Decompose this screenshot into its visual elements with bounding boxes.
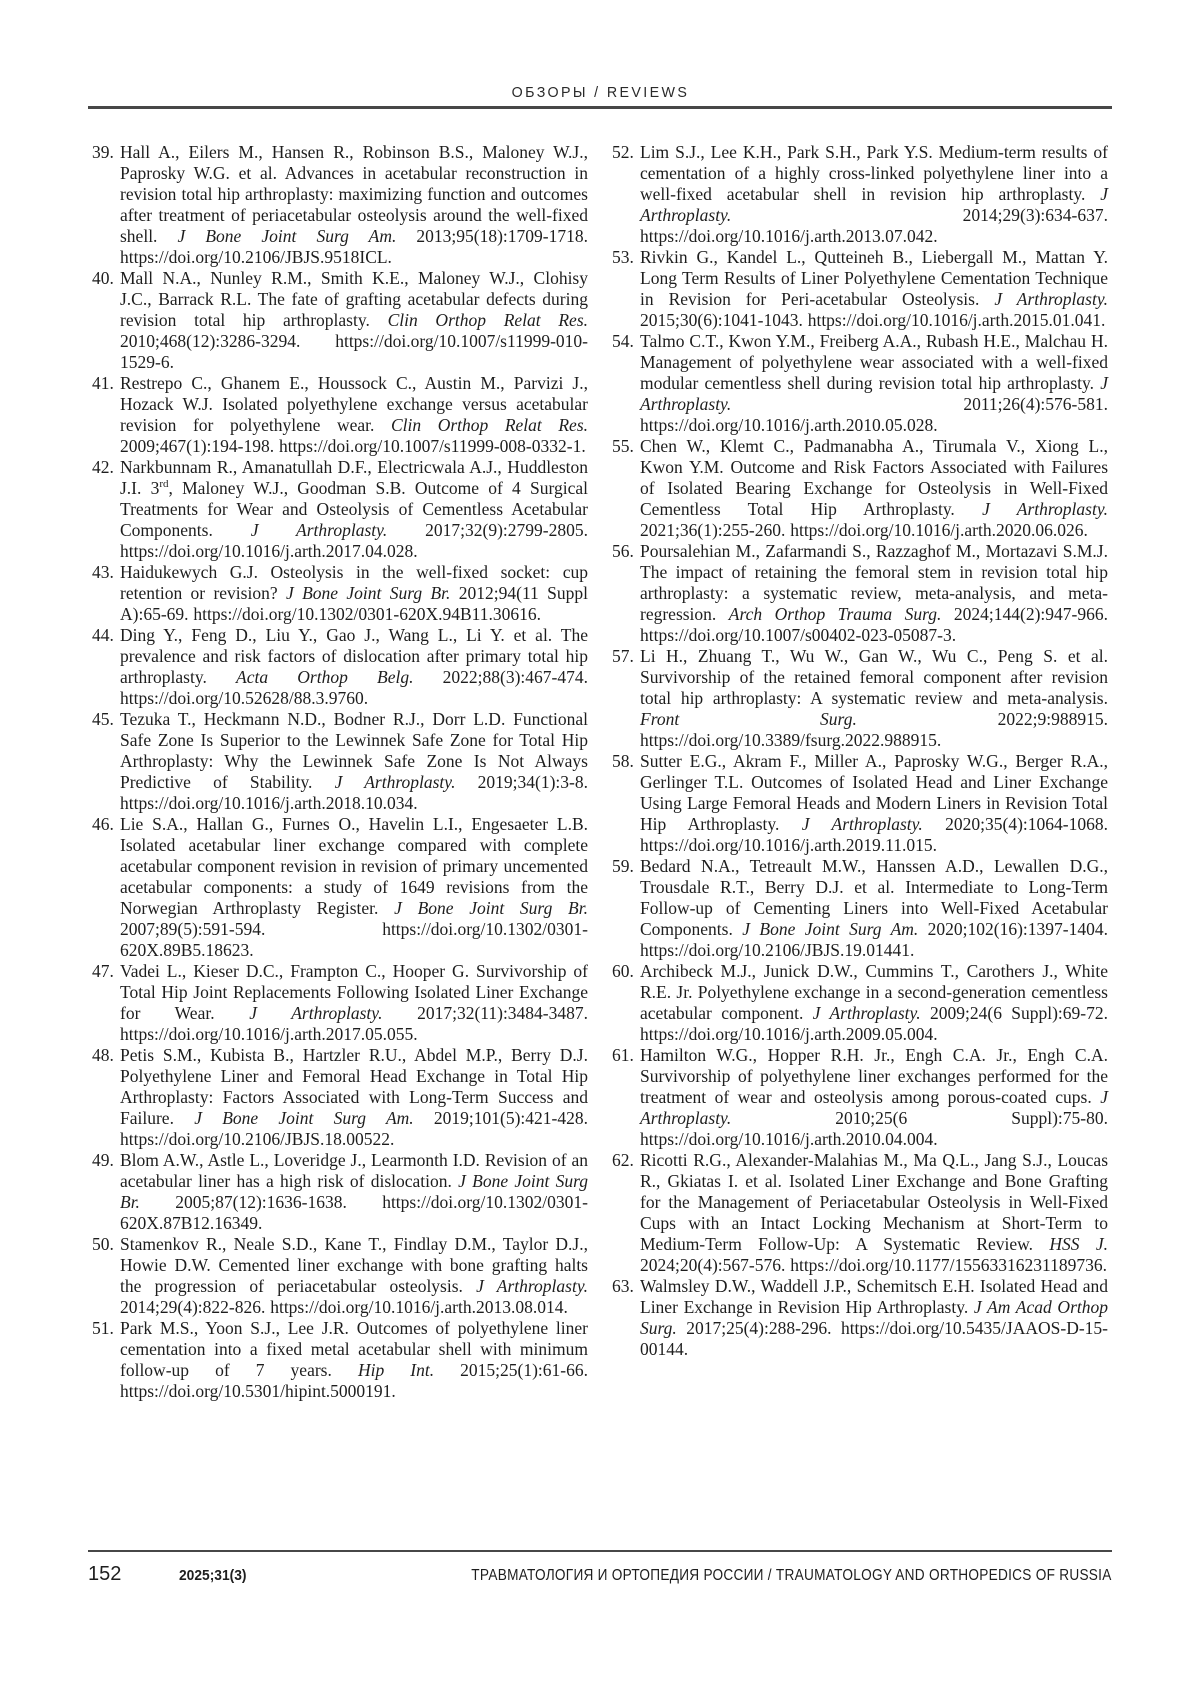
reference-item: 51. Park M.S., Yoon S.J., Lee J.R. Outcomes of polyethylene liner cementation into a fixed metal acetabular shell with minimum follow-up of 7 years. Hip Int. 2015;25(1):61-66. https://doi.org/10.5301/hipint.5000191.: [92, 1318, 588, 1401]
reference-item: 54. Talmo C.T., Kwon Y.M., Freiberg A.A., Rubash H.E., Malchau H. Management of polyethylene wear associated with a well-fixed modular cementless shell during revision total hip arthroplasty. J Arthroplasty. 2011;26(4):576-581. https://doi.org/10.1016/j.arth.2010.05.028.: [612, 331, 1108, 435]
reference-number: 40.: [92, 268, 114, 288]
reference-number: 52.: [612, 142, 634, 162]
reference-number: 46.: [92, 814, 114, 834]
reference-number: 60.: [612, 961, 634, 981]
reference-item: 41. Restrepo C., Ghanem E., Houssock C., Austin M., Parvizi J., Hozack W.J. Isolated polyethylene exchange versus acetabular revision for polyethylene wear. Clin Orthop Relat Res. 2009;467(1):194-198. https://doi.org/10.1007/s11999-008-0332-1.: [92, 373, 589, 456]
reference-item: 58. Sutter E.G., Akram F., Miller A., Paprosky W.G., Berger R.A., Gerlinger T.L. Outcomes of Isolated Head and Liner Exchange Using Large Femoral Heads and Modern Liners in Revision Total Hip Arthroplasty. J Arthroplasty. 2020;35(4):1064-1068. https://doi.org/10.1016/j.arth.2019.11.015.: [612, 751, 1108, 855]
reference-number: 41.: [92, 373, 114, 393]
reference-number: 62.: [612, 1150, 634, 1170]
reference-item: 52. Lim S.J., Lee K.H., Park S.H., Park Y.S. Medium-term results of cementation of a highly cross-linked polyethylene liner into a well-fixed acetabular shell in revision hip arthroplasty. J Arthroplasty. 2014;29(3):634-637. https://doi.org/10.1016/j.arth.2013.07.042.: [612, 142, 1108, 246]
reference-item: 57. Li H., Zhuang T., Wu W., Gan W., Wu C., Peng S. et al. Survivorship of the retained femoral component after revision total hip arthroplasty: A systematic review and meta-analysis. Front Surg. 2022;9:988915. https://doi.org/10.3389/fsurg.2022.988915.: [612, 646, 1108, 750]
page-footer: [88, 1550, 1112, 1586]
reference-number: 48.: [92, 1045, 114, 1065]
references-left-column: [92, 142, 588, 1402]
reference-number: 51.: [92, 1318, 114, 1338]
reference-number: 47.: [92, 961, 114, 981]
reference-number: 50.: [92, 1234, 114, 1254]
reference-number: 61.: [612, 1045, 634, 1065]
reference-item: 39. Hall A., Eilers M., Hansen R., Robinson B.S., Maloney W.J., Paprosky W.G. et al. Advances in acetabular reconstruction in revision total hip arthroplasty: maximizing function and outcomes after treatment of periacetabular osteolysis around the well-fixed shell. J Bone Joint Surg Am. 2013;95(18):1709-1718. https://doi.org/10.2106/JBJS.9518ICL.: [92, 142, 589, 267]
reference-number: 45.: [92, 709, 114, 729]
reference-number: 57.: [612, 646, 634, 666]
reference-item: 45. Tezuka T., Heckmann N.D., Bodner R.J., Dorr L.D. Functional Safe Zone Is Superior to the Lewinnek Safe Zone for Total Hip Arthroplasty: Why the Lewinnek Safe Zone Is Not Always Predictive of Stability. J Arthroplasty. 2019;34(1):3-8. https://doi.org/10.1016/j.arth.2018.10.034.: [92, 709, 588, 813]
reference-item: 48. Petis S.M., Kubista B., Hartzler R.U., Abdel M.P., Berry D.J. Polyethylene Liner and Femoral Head Exchange in Total Hip Arthroplasty: Factors Associated with Long-Term Success and Failure. J Bone Joint Surg Am. 2019;101(5):421-428. https://doi.org/10.2106/JBJS.18.00522.: [92, 1045, 588, 1149]
reference-item: 49. Blom A.W., Astle L., Loveridge J., Learmonth I.D. Revision of an acetabular liner has a high risk of dislocation. J Bone Joint Surg Br. 2005;87(12):1636-1638. https://doi.org/10.1302/0301-620X.87B12.16349.: [92, 1150, 588, 1233]
page-header: [0, 0, 1200, 102]
reference-number: 43.: [92, 562, 114, 582]
reference-number: 49.: [92, 1150, 114, 1170]
reference-number: 59.: [612, 856, 634, 876]
reference-item: 61. Hamilton W.G., Hopper R.H. Jr., Engh C.A. Jr., Engh C.A. Survivorship of polyethylene liner exchanges performed for the treatment of wear and osteolysis among porous-coated cups. J Arthroplasty. 2010;25(6 Suppl):75-80. https://doi.org/10.1016/j.arth.2010.04.004.: [612, 1045, 1108, 1149]
references-section: [0, 109, 1200, 1402]
references-right-column: [612, 142, 1108, 1402]
reference-number: 44.: [92, 625, 114, 645]
reference-item: 42. Narkbunnam R., Amanatullah D.F., Electricwala A.J., Huddleston J.I. 3rd, Maloney W.J., Goodman S.B. Outcome of 4 Surgical Treatments for Wear and Osteolysis of Cementless Acetabular Components. J Arthroplasty. 2017;32(9):2799-2805. https://doi.org/10.1016/j.arth.2017.04.028.: [92, 457, 589, 561]
reference-number: 56.: [612, 541, 634, 561]
reference-number: 54.: [612, 331, 634, 351]
reference-number: 55.: [612, 436, 634, 456]
reference-item: 50. Stamenkov R., Neale S.D., Kane T., Findlay D.M., Taylor D.J., Howie D.W. Cemented liner exchange with bone grafting halts the progression of periacetabular osteolysis. J Arthroplasty. 2014;29(4):822-826. https://doi.org/10.1016/j.arth.2013.08.014.: [92, 1234, 588, 1317]
page-number: 152: [88, 1563, 122, 1585]
reference-item: 44. Ding Y., Feng D., Liu Y., Gao J., Wang L., Li Y. et al. The prevalence and risk factors of dislocation after primary total hip arthroplasty. Acta Orthop Belg. 2022;88(3):467-474. https://doi.org/10.52628/88.3.9760.: [92, 625, 588, 708]
reference-item: 62. Ricotti R.G., Alexander-Malahias M., Ma Q.L., Jang S.J., Loucas R., Gkiatas I. et al. Isolated Liner Exchange and Bone Grafting for the Management of Periacetabular Osteolysis in Well-Fixed Cups with an Intact Locking Mechanism at Short-Term to Medium-Term Follow-Up: A Systematic Review. HSS J. 2024;20(4):567-576. https://doi.org/10.1177/15563316231189736.: [612, 1150, 1108, 1275]
reference-number: 58.: [612, 751, 634, 771]
reference-item: 59. Bedard N.A., Tetreault M.W., Hanssen A.D., Lewallen D.G., Trousdale R.T., Berry D.J. et al. Intermediate to Long-Term Follow-up of Cementing Liners into Well-Fixed Acetabular Components. J Bone Joint Surg Am. 2020;102(16):1397-1404. https://doi.org/10.2106/JBJS.19.01441.: [612, 856, 1108, 960]
reference-item: 60. Archibeck M.J., Junick D.W., Cummins T., Carothers J., White R.E. Jr. Polyethylene exchange in a second-generation cementless acetabular component. J Arthroplasty. 2009;24(6 Suppl):69-72. https://doi.org/10.1016/j.arth.2009.05.004.: [612, 961, 1109, 1044]
reference-number: 42.: [92, 457, 114, 477]
issue-label: 2025;31(3): [179, 1567, 247, 1584]
reference-item: 55. Chen W., Klemt C., Padmanabha A., Tirumala V., Xiong L., Kwon Y.M. Outcome and Risk Factors Associated with Failures of Isolated Bearing Exchange for Osteolysis in Well-Fixed Cementless Total Hip Arthroplasty. J Arthroplasty. 2021;36(1):255-260. https://doi.org/10.1016/j.arth.2020.06.026.: [612, 436, 1108, 540]
reference-item: 63. Walmsley D.W., Waddell J.P., Schemitsch E.H. Isolated Head and Liner Exchange in Revision Hip Arthroplasty. J Am Acad Orthop Surg. 2017;25(4):288-296. https://doi.org/10.5435/JAAOS-D-15-00144.: [612, 1276, 1108, 1359]
reference-item: 56. Poursalehian M., Zafarmandi S., Razzaghof M., Mortazavi S.M.J. The impact of retaining the femoral stem in revision total hip arthroplasty: a systematic review, meta-analysis, and meta-regression. Arch Orthop Trauma Surg. 2024;144(2):947-966. https://doi.org/10.1007/s00402-023-05087-3.: [612, 541, 1108, 645]
reference-number: 53.: [612, 247, 634, 267]
running-head-title: ОБЗОРЫ / REVIEWS: [511, 84, 689, 101]
reference-item: 40. Mall N.A., Nunley R.M., Smith K.E., Maloney W.J., Clohisy J.C., Barrack R.L. The fate of grafting acetabular defects during revision total hip arthroplasty. Clin Orthop Relat Res. 2010;468(12):3286-3294. https://doi.org/10.1007/s11999-010-1529-6.: [92, 268, 589, 372]
reference-number: 63.: [612, 1276, 634, 1296]
reference-number: 39.: [92, 142, 114, 162]
journal-title: ТРАВМАТОЛОГИЯ И ОРТОПЕДИЯ РОССИИ / TRAUMATOLOGY AND ORTHOPEDICS OF RUSSIA: [471, 1567, 1112, 1584]
reference-item: 43. Haidukewych G.J. Osteolysis in the well-fixed socket: cup retention or revision? J Bone Joint Surg Br. 2012;94(11 Suppl A):65-69. https://doi.org/10.1302/0301-620X.94B11.30616.: [92, 562, 588, 624]
reference-item: 46. Lie S.A., Hallan G., Furnes O., Havelin L.I., Engesaeter L.B. Isolated acetabular liner exchange compared with complete acetabular component revision in revision of primary uncemented acetabular components: a study of 1649 revisions from the Norwegian Arthroplasty Register. J Bone Joint Surg Br. 2007;89(5):591-594. https://doi.org/10.1302/0301-620X.89B5.18623.: [92, 814, 588, 960]
reference-item: 53. Rivkin G., Kandel L., Qutteineh B., Liebergall M., Mattan Y. Long Term Results of Liner Polyethylene Cementation Technique in Revision for Peri-acetabular Osteolysis. J Arthroplasty. 2015;30(6):1041-1043. https://doi.org/10.1016/j.arth.2015.01.041.: [612, 247, 1108, 330]
reference-item: 47. Vadei L., Kieser D.C., Frampton C., Hooper G. Survivorship of Total Hip Joint Replacements Following Isolated Liner Exchange for Wear. J Arthroplasty. 2017;32(11):3484-3487. https://doi.org/10.1016/j.arth.2017.05.055.: [92, 961, 589, 1044]
